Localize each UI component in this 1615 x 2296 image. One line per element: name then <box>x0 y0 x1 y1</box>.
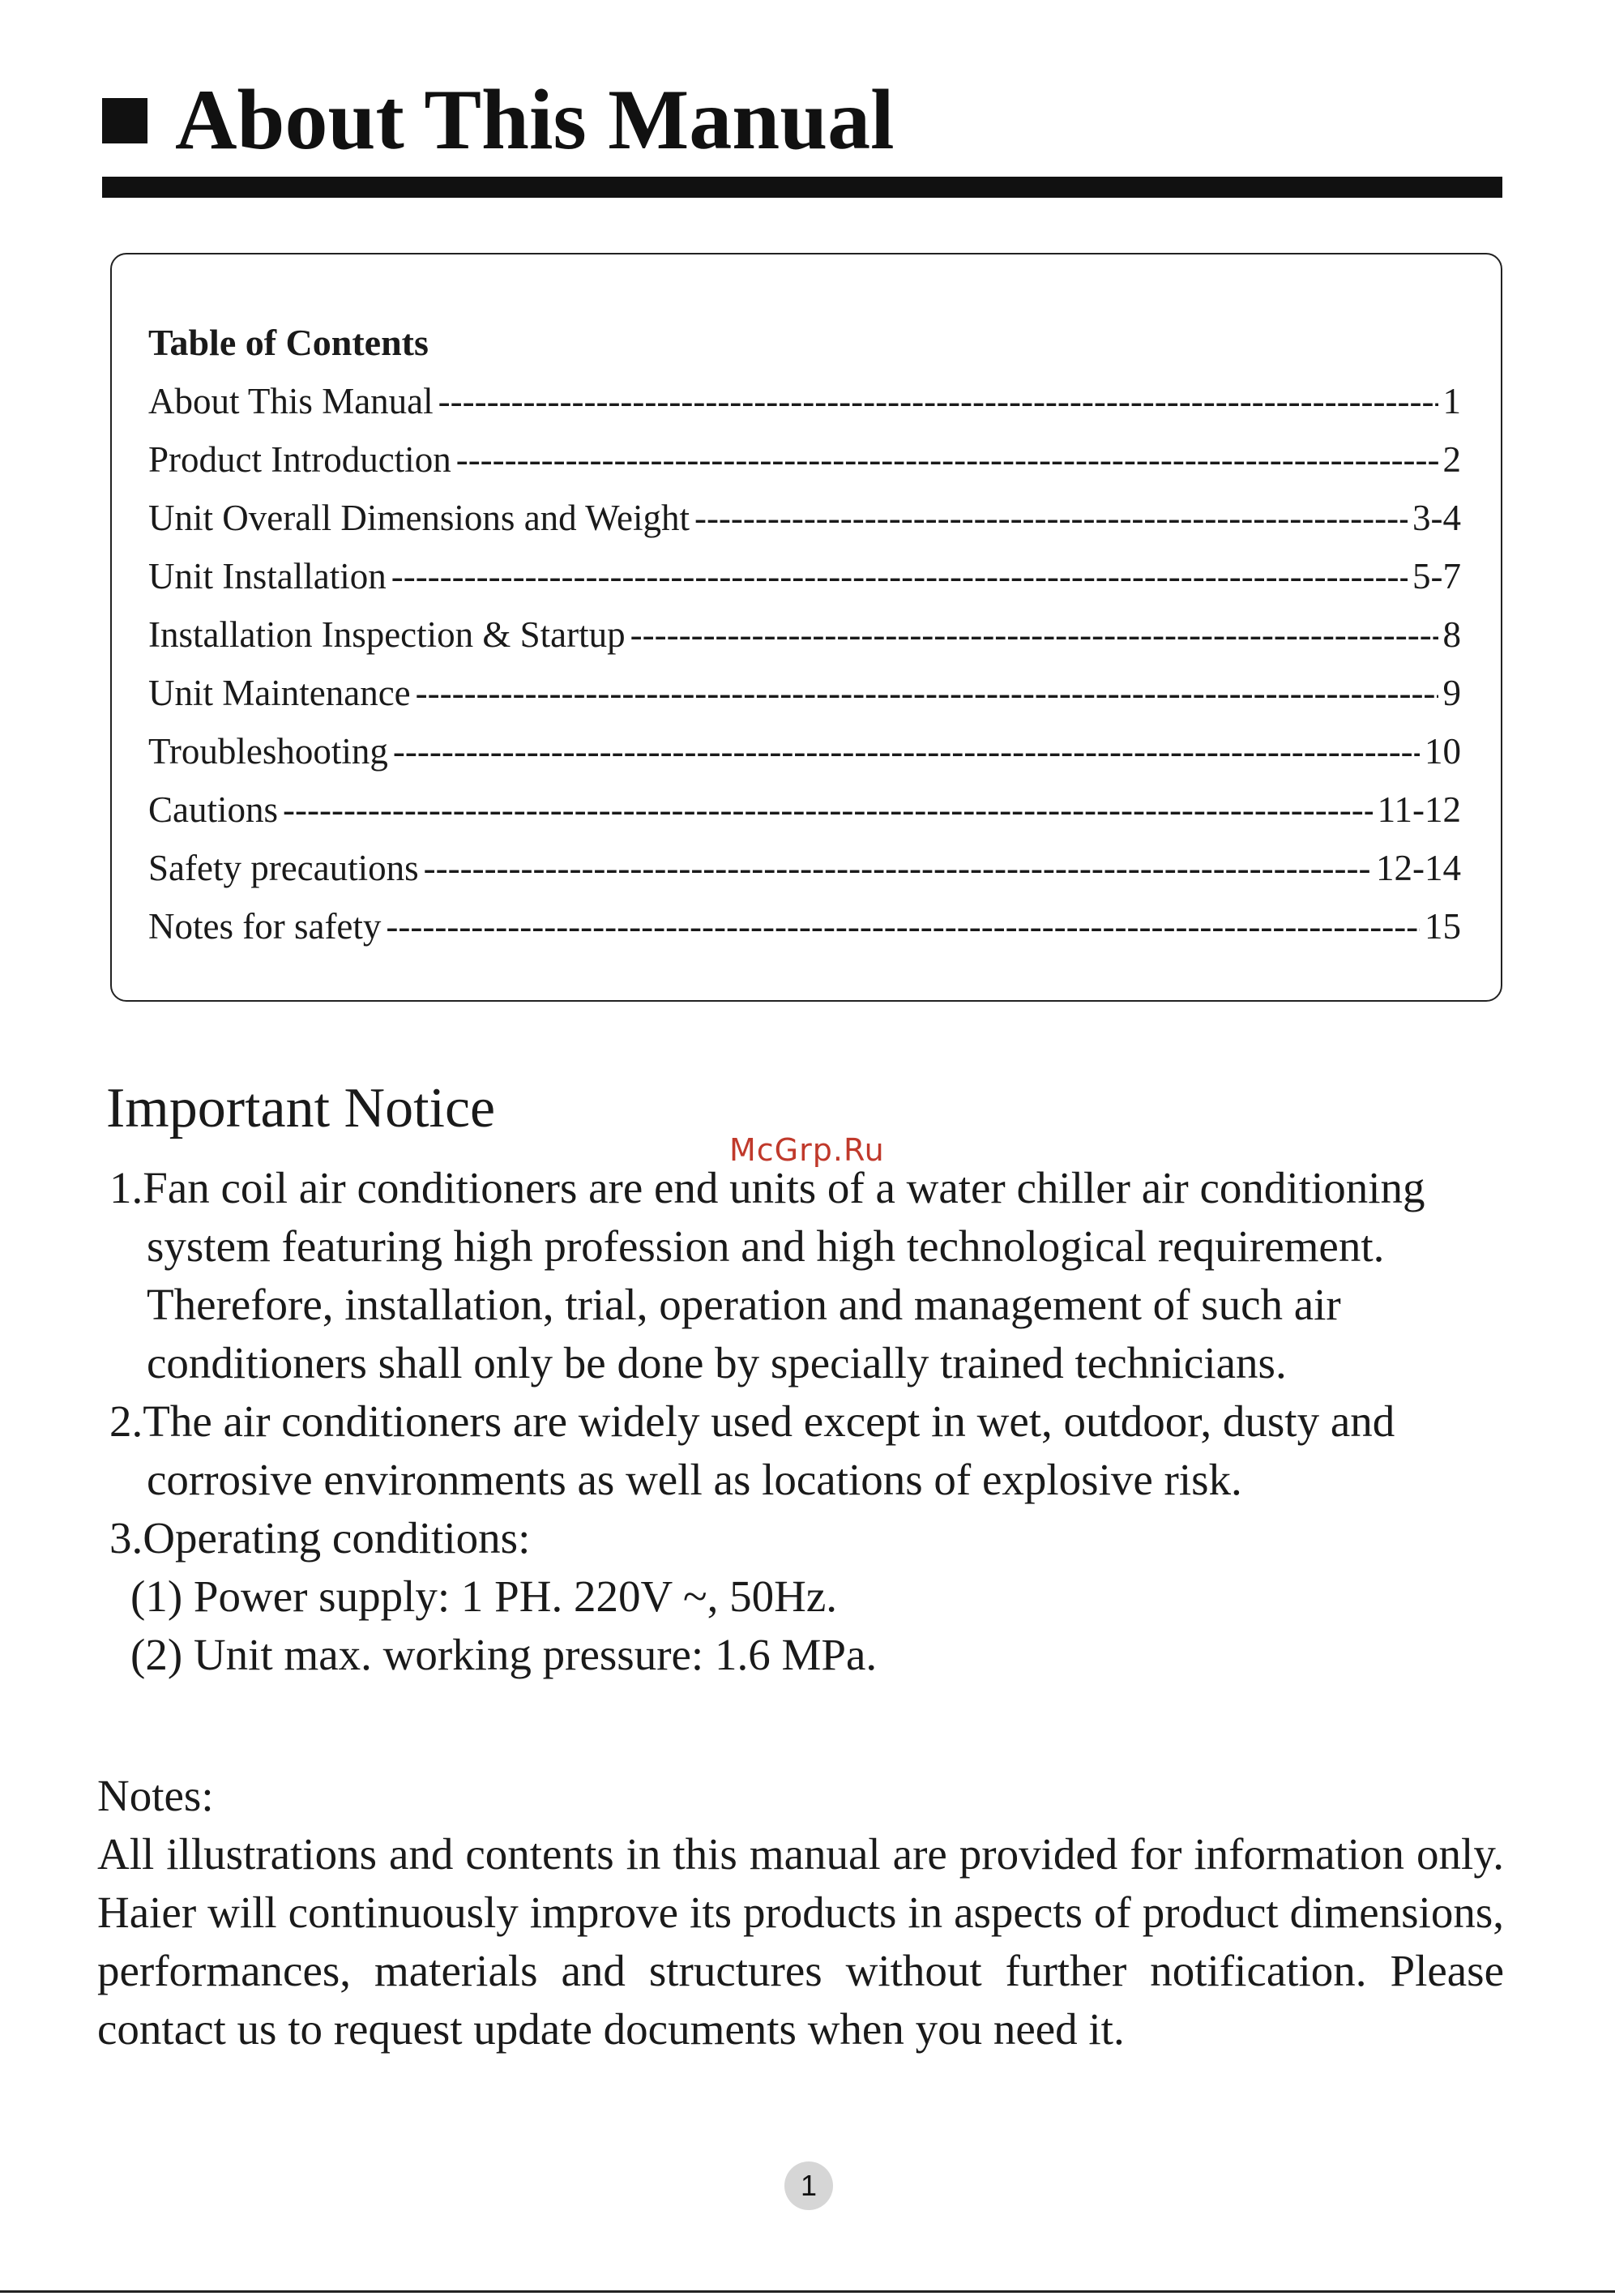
toc-entry-page: 1 <box>1442 381 1461 421</box>
page-number: 1 <box>784 2161 833 2210</box>
toc-entry-inspection-startup[interactable] <box>148 612 1461 670</box>
toc-entry-page: 12-14 <box>1376 848 1461 888</box>
toc-leader <box>416 670 1438 716</box>
toc-leader <box>438 378 1438 424</box>
notice-item: 2.The air conditioners are widely used except in wet, outdoor, dusty and corrosive environments as well as locations of explosive risk. <box>109 1396 1395 1504</box>
toc-entry-unit-installation[interactable] <box>148 554 1461 612</box>
toc-leader <box>393 729 1420 774</box>
toc-entry-label: Troubleshooting <box>148 731 388 772</box>
toc-list <box>148 378 1461 962</box>
notice-heading: Important Notice <box>106 1077 496 1139</box>
toc-entry-label: Cautions <box>148 789 279 830</box>
toc-leader <box>456 437 1438 482</box>
notice-subitem: (2) Unit max. working pressure: 1.6 MPa. <box>130 1630 878 1679</box>
toc-entry-about-this-manual[interactable] <box>148 378 1461 437</box>
toc-entry-page: 2 <box>1442 439 1461 480</box>
toc-leader <box>630 612 1438 657</box>
toc-entry-notes-for-safety[interactable] <box>148 904 1461 962</box>
notes-section <box>97 1767 1504 2059</box>
title-divider <box>102 177 1502 198</box>
page-title-text: About This Manual <box>175 72 895 167</box>
toc-entry-page: 10 <box>1425 731 1461 772</box>
toc-entry-label: Unit Overall Dimensions and Weight <box>148 498 690 538</box>
square-bullet-icon <box>102 98 147 143</box>
notes-body: All illustrations and contents in this manual are provided for information only. Haier will continuously improve its products in aspects of product dimensions, performances, materials and structures without further notification. Please contact us to request update documents when you need it. <box>97 1829 1504 2054</box>
toc-entry-cautions[interactable] <box>148 787 1461 845</box>
notes-label: Notes: <box>97 1771 214 1820</box>
toc-entry-troubleshooting[interactable] <box>148 729 1461 787</box>
toc-entry-page: 15 <box>1425 906 1461 947</box>
toc-entry-page: 3-4 <box>1412 498 1461 538</box>
toc-leader <box>424 845 1371 891</box>
toc-entry-page: 11-12 <box>1377 789 1461 830</box>
watermark: McGrp.Ru <box>729 1132 885 1168</box>
toc-entry-page: 8 <box>1442 614 1461 655</box>
toc-entry-label: Unit Installation <box>148 556 387 596</box>
toc-entry-dimensions-weight[interactable] <box>148 495 1461 554</box>
toc-entry-label: Notes for safety <box>148 906 382 947</box>
toc-leader <box>694 495 1408 541</box>
notice-list <box>106 1159 1516 1684</box>
page-title <box>102 71 895 169</box>
toc-leader <box>391 554 1408 599</box>
toc-entry-label: Product Introduction <box>148 439 451 480</box>
toc-entry-product-introduction[interactable] <box>148 437 1461 495</box>
bottom-divider <box>0 2290 1615 2293</box>
toc-entry-label: Unit Maintenance <box>148 673 411 713</box>
toc-heading: Table of Contents <box>148 322 429 363</box>
toc-entry-label: About This Manual <box>148 381 434 421</box>
notice-subitem: (1) Power supply: 1 PH. 220V ~, 50Hz. <box>130 1571 838 1621</box>
toc-entry-safety-precautions[interactable] <box>148 845 1461 904</box>
toc-leader <box>283 787 1373 832</box>
toc-entry-page: 9 <box>1442 673 1461 713</box>
toc-leader <box>386 904 1420 949</box>
toc-entry-unit-maintenance[interactable] <box>148 670 1461 729</box>
toc-entry-page: 5-7 <box>1412 556 1461 596</box>
notice-item: 3.Operating conditions: <box>109 1513 531 1563</box>
notice-item: 1.Fan coil air conditioners are end units of a water chiller air conditioning system featuring high profession and high technological requirement. Therefore, installation, trial, operation and management of such air conditioners shall only be done by specially trained technicians. <box>109 1163 1425 1387</box>
toc-entry-label: Installation Inspection & Startup <box>148 614 626 655</box>
toc-entry-label: Safety precautions <box>148 848 419 888</box>
